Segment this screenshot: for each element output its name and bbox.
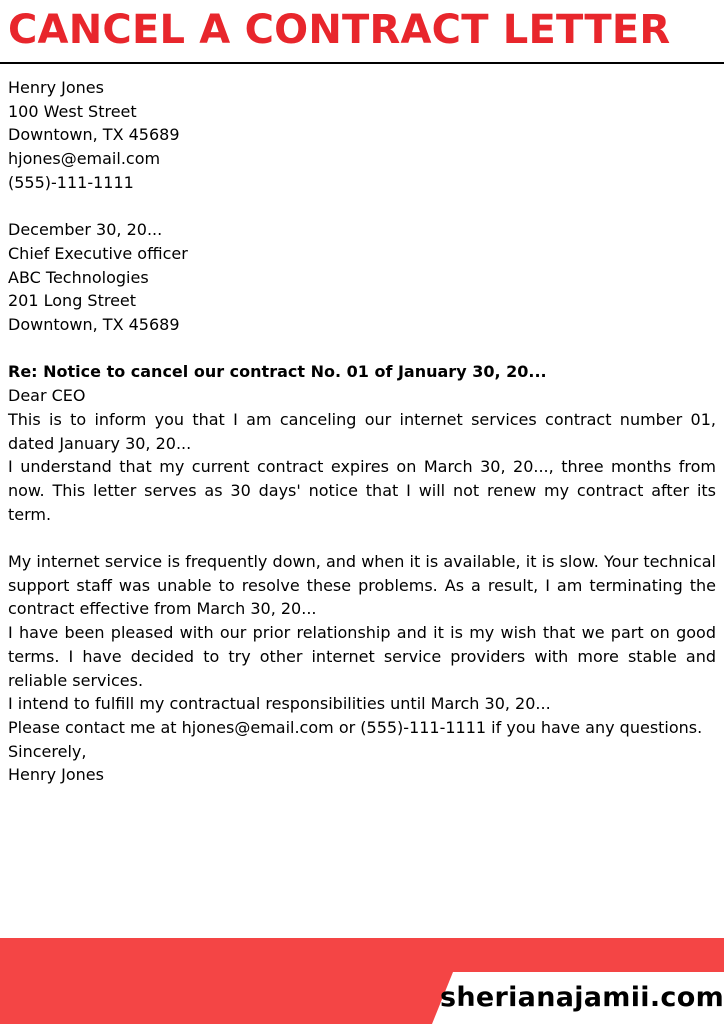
- sender-phone: (555)-111-1111: [8, 172, 134, 192]
- sender-address: [8, 76, 716, 195]
- title-divider: [0, 62, 724, 64]
- paragraph-4: I intend to fulfill my contractual responsibilities until March 30, 20...: [8, 694, 551, 714]
- sender-city: Downtown, TX 45689: [8, 125, 180, 145]
- paragraph-1-line-1: This is to inform you that I am canceling our internet services contract number 01, dated January 30, 20...: [8, 409, 716, 453]
- recipient-address: [8, 242, 716, 337]
- paragraph-3: I have been pleased with our prior relationship and it is my wish that we part on good terms. I have decided to try other internet service providers with more stable and reliable services.: [8, 623, 716, 690]
- letter-body: [8, 76, 716, 787]
- paragraph-1-line-2: I understand that my current contract expires on March 30, 20..., three months from now. This letter serves as 30 days' notice that I will not renew my contract after its term.: [8, 457, 716, 524]
- sender-street: 100 West Street: [8, 101, 137, 121]
- recipient-title: Chief Executive officer: [8, 243, 188, 263]
- paragraph-2: My internet service is frequently down, and when it is available, it is slow. Your technical support staff was unable to resolve these problems. As a result, I am terminating the contract effective from March 30, 20...: [8, 552, 716, 619]
- footer-brand-text: sherianajamii.com: [440, 982, 724, 1013]
- paragraph-5: Please contact me at hjones@email.com or (555)-111-1111 if you have any questions.: [8, 717, 703, 737]
- letter-subject: Re: Notice to cancel our contract No. 01 of January 30, 20...: [8, 362, 547, 382]
- closing: [8, 740, 716, 787]
- recipient-company: ABC Technologies: [8, 267, 149, 287]
- sender-name: Henry Jones: [8, 78, 104, 97]
- sender-email: hjones@email.com: [8, 149, 161, 169]
- paragraph-1: [8, 408, 716, 527]
- salutation: Dear CEO: [8, 386, 86, 406]
- page-title: CANCEL A CONTRACT LETTER: [8, 7, 671, 53]
- recipient-city: Downtown, TX 45689: [8, 315, 180, 335]
- valediction: Sincerely,: [8, 741, 87, 761]
- recipient-street: 201 Long Street: [8, 291, 137, 311]
- letter-date: December 30, 20...: [8, 220, 163, 240]
- signature: Henry Jones: [8, 765, 104, 785]
